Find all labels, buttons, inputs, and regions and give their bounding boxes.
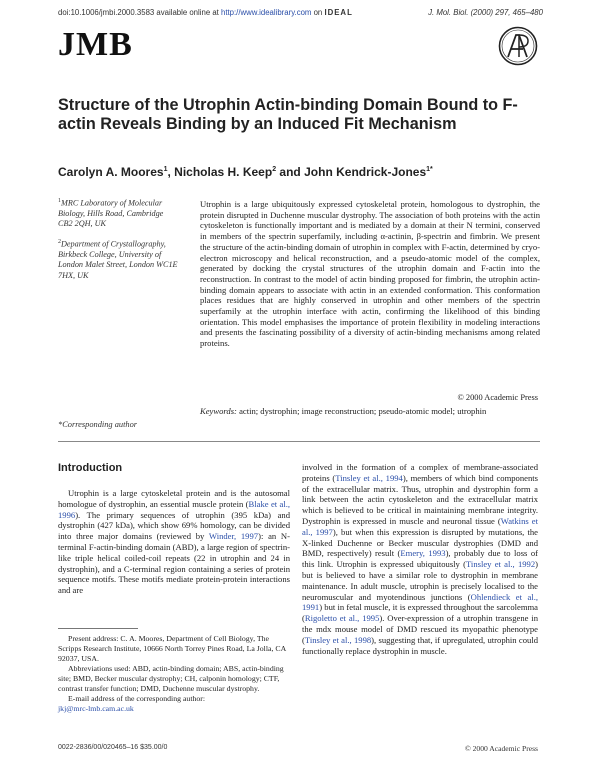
intro-column-2 (302, 462, 538, 656)
affiliation-2 (58, 237, 178, 281)
doi-on-text: on (311, 8, 325, 17)
keywords-text: actin; dystrophin; image reconstruction; pseudo-atomic model; utrophin (236, 406, 487, 416)
author-name: Carolyn A. Moores (58, 165, 164, 179)
abstract-copyright: © 2000 Academic Press (457, 393, 538, 402)
journal-reference (428, 8, 543, 17)
publisher-logo-icon (498, 26, 538, 66)
email-link[interactable]: jkj@mrc-lmb.cam.ac.uk (58, 704, 134, 713)
abstract: Utrophin is a large ubiquitously expressed cytoskeletal protein, homologous to dystrophin, the protein disrupted in Duchenne muscular dystrophy. The association of both proteins with the actin cytoskeleton is functionally important and is mediated by a domain at their N termini, conserved in members of the spectrin superfamily, including α-actinin, β-spectrin and fimbrin. We present the structure of the actin-binding domain of utrophin in complex with F-actin, determined by cryo-electron microscopy and helical reconstruction, and a pseudo-atomic model of the complex, generated by docking the crystal structures of the utrophin domain and F-actin into the reconstruction. In contrast to the model of actin binding proposed for fimbrin, the utrophin actin-binding domain appears to associate with actin in an extended conformation. This conformation places residues that are highly conserved in utrophin and other members of the spectrin superfamily at the utrophin interface with actin, confirming the likelihood of this binding orientation. This model emphasises the importance of protein flexibility in modeling interactions and presents the fascinating possibility of a diversity of actin-binding mechanisms among related proteins. (200, 199, 540, 349)
text-run: ). The primary sequences of utrophin (395 kDa) and dystrophin (427 kDa), which show 69% homology, can be divided into three major domains (reviewed by (58, 509, 290, 542)
corresponding-author-note: *Corresponding author (58, 420, 138, 429)
doi-text: doi:10.1006/jmbi.2000.3583 available online at (58, 8, 221, 17)
text-run: ): an N-terminal F-actin-binding domain (ABD), a large region of spectrin-like triple helical coiled-coil repeats (22 in utrophin and 24 in dystrophin), and a C-terminal region containing a series of protein sequence motifs. These motifs mediate protein-protein interactions and are (58, 531, 290, 596)
section-heading-introduction: Introduction (58, 462, 123, 474)
citation-link[interactable]: Tinsley et al., 1992 (465, 559, 536, 570)
citation-link[interactable]: Emery, 1993 (400, 548, 446, 559)
footnotes (58, 634, 290, 714)
intro-column-1 (58, 488, 290, 596)
doi-line (58, 8, 353, 17)
text-run: ). Over-expression of a utrophin transgene in the mdx mouse model of DMD rescued its myopathic phenotype ( (302, 613, 538, 645)
affiliation-text: Department of Crystallography, Birkbeck College, University of London Malet Street, London WC1E 7HX, UK (58, 239, 178, 280)
keywords (200, 406, 540, 417)
affiliation-marker: 1 (58, 198, 61, 204)
citation-link[interactable]: Watkins et al., 1997 (302, 515, 538, 537)
journal-logo: JMB (58, 26, 133, 63)
author-name: John Kendrick-Jones (304, 165, 427, 179)
footnote-divider (58, 628, 138, 629)
present-address-note: Present address: C. A. Moores, Department of Cell Biology, The Scripps Research Institute, 10666 North Torrey Pines Road, La Jolla, CA 92037, USA. (58, 634, 286, 663)
citation-link[interactable]: Blake et al., 1996 (58, 498, 291, 520)
citation-link[interactable]: Winder, 1997 (208, 531, 259, 542)
footer-copyright: © 2000 Academic Press (464, 744, 538, 753)
affiliation-text: MRC Laboratory of Molecular Biology, Hills Road, Cambridge CB2 2QH, UK (58, 198, 164, 229)
issn-line: 0022-2836/00/020465–16 $35.00/0 (58, 744, 168, 751)
author-affil-marker: 1* (426, 166, 433, 173)
text-run: Utrophin is a large cytoskeletal protein and is the autosomal homologue of dystrophin, an essential muscle protein ( (58, 488, 290, 509)
text-run: ), probably due to loss of this link. Utrophin is expressed ubiquitously ( (302, 548, 538, 570)
ideal-logo: IDEAL (324, 8, 353, 17)
author-affil-marker: 1 (163, 166, 168, 173)
citation-link[interactable]: Tinsley et al., 1994 (335, 472, 403, 483)
text-run: ), members of which bind components of the extracellular matrix. Thus, utrophin and dystrophin form a link between the actin cytoskeleton and the extracellular matrix which is believed to be critical in maintaining membrane integrity. Dystrophin is expressed in muscle and neuronal tissue ( (302, 472, 538, 526)
author-affil-marker: 2 (272, 166, 277, 173)
journal-ref-text: J. Mol. Biol. (2000) 297, 465–480 (428, 8, 543, 17)
doi-url-link[interactable]: http://www.idealibrary.com (221, 8, 312, 17)
abbreviations-note: Abbreviations used: ABD, actin-binding domain; ABS, actin-binding site; BMD, Becker muscular dystrophy; CH, calponin homology; CTF, contrast transfer function; DMD, Duchenne muscular dystrophy. (58, 664, 284, 693)
affiliation-1 (58, 196, 178, 230)
author-name: Nicholas H. Keep (174, 165, 273, 179)
text-run: ) but in fetal muscle, it is expressed throughout the sarcolemma ( (302, 602, 538, 624)
citation-link[interactable]: Ohlendieck et al., 1991 (302, 591, 538, 613)
section-divider (58, 441, 540, 442)
text-run: ), but when this expression is disrupted by mutations, the X-linked Duchenne or Becker muscular dystrophies (DMD and BMD, respectively) result ( (302, 526, 538, 559)
text-run: involved in the formation of a complex of membrane-associated proteins ( (302, 462, 538, 483)
text-run: ), suggesting that, if upregulated, utrophin could functionally replace dystrophin in muscle. (302, 634, 539, 656)
author-separator: and (276, 165, 305, 179)
article-title: Structure of the Utrophin Actin-binding Domain Bound to F-actin Reveals Binding by an Induced Fit Mechanism (58, 96, 518, 133)
keywords-label: Keywords: (200, 406, 237, 416)
author-separator: , (167, 165, 175, 179)
author-list (58, 165, 433, 179)
citation-link[interactable]: Tinsley et al., 1998 (304, 634, 372, 645)
email-label: E-mail address of the corresponding author: (68, 694, 206, 703)
affiliation-marker: 2 (58, 239, 61, 245)
text-run: ) but is believed to have a similar role to dystrophin in membrane maintenance. In adult muscle, utrophin is precisely localised to the neuromuscular and myotendinous junctions ( (302, 559, 539, 602)
citation-link[interactable]: Rigoletto et al., 1995 (304, 613, 380, 624)
